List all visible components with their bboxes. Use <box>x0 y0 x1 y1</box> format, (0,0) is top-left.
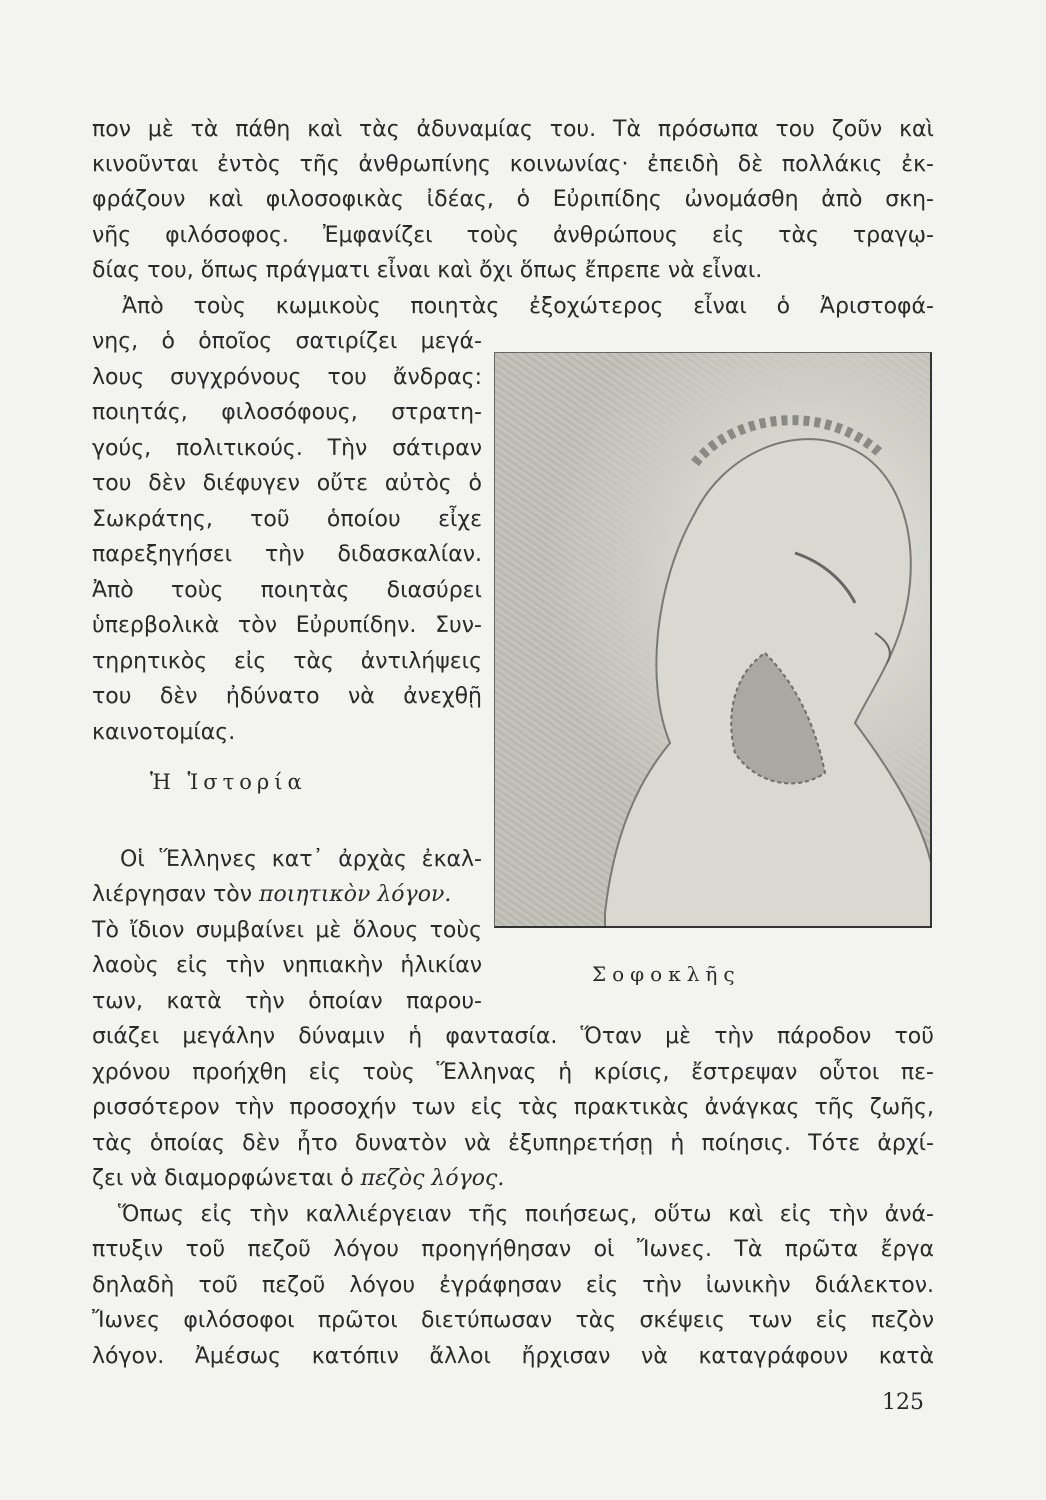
text-line: λόγον. Ἀμέσως κατόπιν ἄλλοι ἤρχισαν νὰ καταγράφουν κατὰ <box>92 1344 934 1369</box>
text-line: χρόνου προήχθη εἰς τοὺς Ἕλληνας ἡ κρίσις, ἔστρεψαν οὗτοι πε- <box>92 1060 934 1085</box>
page-number: 125 <box>882 1390 924 1415</box>
text-line: τηρητικὸς εἰς τὰς ἀντιλήψεις <box>92 649 482 674</box>
text-line: Οἱ Ἕλληνες κατ᾽ ἀρχὰς ἐκαλ- <box>120 847 482 872</box>
text-line: Ἀπὸ τοὺς ποιητὰς διασύρει <box>92 578 482 603</box>
text-line: πτυξιν τοῦ πεζοῦ λόγου προηγήθησαν οἱ Ἴωνες. Τὰ πρῶτα ἔργα <box>92 1237 934 1262</box>
text-line: των, κατὰ τὴν ὁποίαν παρου- <box>92 989 482 1014</box>
text-line: σιάζει μεγάλην δύναμιν ἡ φαντασία. Ὅταν μὲ τὴν πάροδον τοῦ <box>92 1024 934 1049</box>
text-fragment: λιέργησαν τὸν <box>92 882 253 907</box>
text-line: πον μὲ τὰ πάθη καὶ τὰς ἀδυναμίας του. Τὰ πρόσωπα του ζοῦν καὶ <box>92 117 934 142</box>
text-line: λαοὺς εἰς τὴν νηπιακὴν ἡλικίαν <box>92 953 482 978</box>
text-line: δίας του, ὅπως πράγματι εἶναι καὶ ὄχι ὅπως ἔπρεπε νὰ εἶναι. <box>92 258 763 283</box>
text-line: Τὸ ἴδιον συμβαίνει μὲ ὅλους τοὺς <box>92 918 482 943</box>
text-line: νης, ὁ ὁποῖος σατιρίζει μεγά- <box>92 329 482 354</box>
text-line: γούς, πολιτικούς. Τὴν σάτιραν <box>92 436 482 461</box>
text-line: ὑπερβολικὰ τὸν Εὐρυπίδην. Συν- <box>92 613 482 638</box>
italic-term: ποιητικὸν λόγον. <box>259 882 452 907</box>
text-line: νῆς φιλόσοφος. Ἐμφανίζει τοὺς ἀνθρώπους εἰς τὰς τραγῳ- <box>92 223 934 248</box>
text-line: φράζουν καὶ φιλοσοφικὰς ἰδέας, ὁ Εὐριπίδης ὠνομάσθη ἀπὸ σκη- <box>92 187 934 212</box>
text-line: του δὲν διέφυγεν οὔτε αὐτὸς ὁ <box>92 471 482 496</box>
text-line: κινοῦνται ἐντὸς τῆς ἀνθρωπίνης κοινωνίας· ἐπειδὴ δὲ πολλάκις ἐκ- <box>92 152 934 177</box>
text-line: Ἀπὸ τοὺς κωμικοὺς ποιητὰς ἐξοχώτερος εἶναι ὁ Ἀριστοφά- <box>122 294 934 319</box>
text-line: τὰς ὁποίας δὲν ἦτο δυνατὸν νὰ ἐξυπηρετήσῃ ἡ ποίησις. Τότε ἀρχί- <box>92 1131 934 1156</box>
text-line: του δὲν ἠδύνατο νὰ ἀνεχθῇ <box>92 684 482 709</box>
text-line: δηλαδὴ τοῦ πεζοῦ λόγου ἐγράφησαν εἰς τὴν ἰωνικὴν διάλεκτον. <box>92 1273 934 1298</box>
text-line: Ἴωνες φιλόσοφοι πρῶτοι διετύπωσαν τὰς σκέψεις των εἰς πεζὸν <box>92 1308 934 1333</box>
text-fragment: ζει νὰ διαμορφώνεται ὁ <box>92 1166 354 1191</box>
text-line: καινοτομίας. <box>92 720 236 745</box>
text-line: Σωκράτης, τοῦ ὁποίου εἶχε <box>92 507 482 532</box>
text-line: παρεξηγήσει τὴν διδασκαλίαν. <box>92 542 482 567</box>
section-heading: Ἡ Ἱστορία <box>150 770 307 794</box>
sophocles-portrait <box>494 352 932 928</box>
text-line <box>92 1161 934 1197</box>
figure-caption: Σοφοκλῆς <box>592 962 741 986</box>
text-line: Ὅπως εἰς τὴν καλλιέργειαν τῆς ποιήσεως, οὕτω καὶ εἰς τὴν ἀνά- <box>118 1202 934 1227</box>
bust-illustration <box>495 353 932 928</box>
text-line: λους συγχρόνους του ἄνδρας: <box>92 365 482 390</box>
text-line: ρισσότερον τὴν προσοχήν των εἰς τὰς πρακτικὰς ἀνάγκας τῆς ζωῆς, <box>92 1095 934 1120</box>
text-line: ποιητάς, φιλοσόφους, στρατη- <box>92 400 482 425</box>
italic-term: πεζὸς λόγος. <box>360 1166 505 1191</box>
text-line <box>92 877 482 913</box>
